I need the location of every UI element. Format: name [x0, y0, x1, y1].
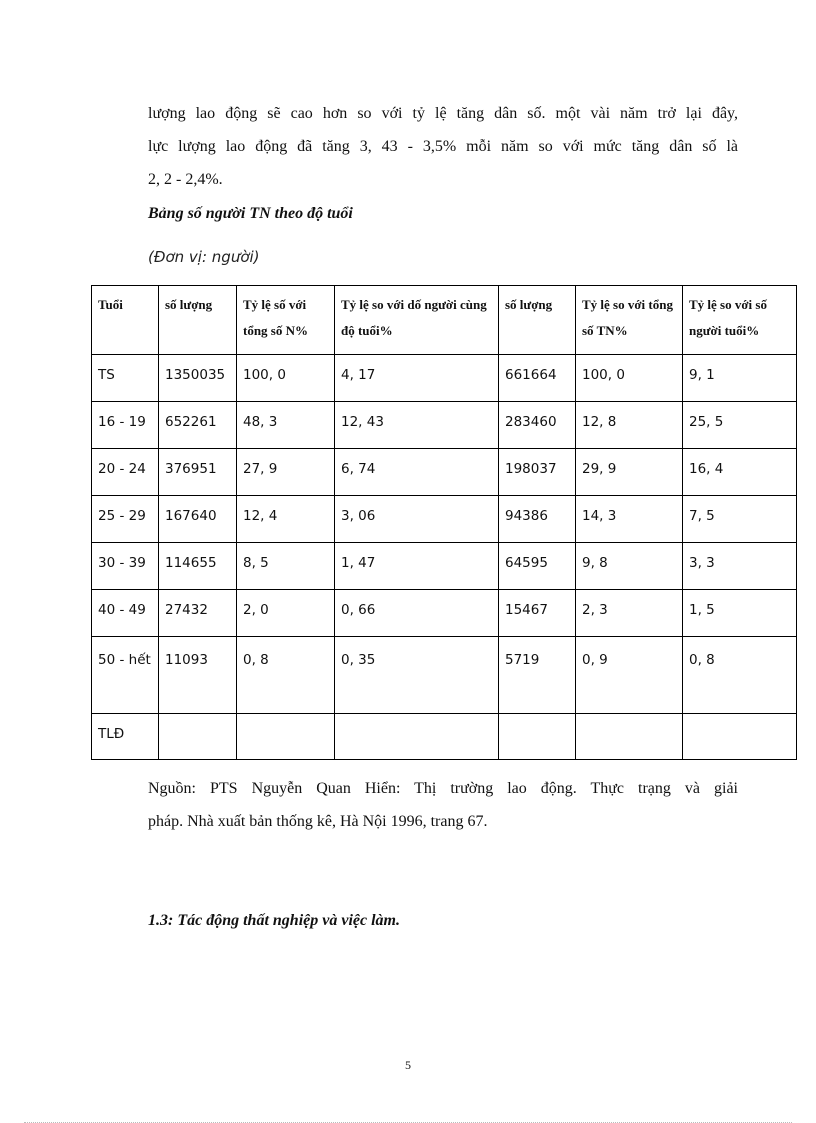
- cell: 167640: [159, 496, 237, 543]
- header-age: Tuổi: [92, 286, 159, 355]
- cell: 94386: [499, 496, 576, 543]
- cell: 4, 17: [335, 355, 499, 402]
- cell: 12, 43: [335, 402, 499, 449]
- cell: 5719: [499, 637, 576, 714]
- cell: 15467: [499, 590, 576, 637]
- table-row: [92, 543, 797, 590]
- page-number: 5: [405, 1058, 411, 1072]
- cell: TLĐ: [92, 714, 159, 760]
- cell: TS: [92, 355, 159, 402]
- cell: 50 - hết: [92, 637, 159, 714]
- cell: 376951: [159, 449, 237, 496]
- cell: 27432: [159, 590, 237, 637]
- cell: 661664: [499, 355, 576, 402]
- cell: 0, 8: [237, 637, 335, 714]
- header-ratio-same-age: Tỷ lệ so với dố người cùng độ tuổi%: [335, 286, 499, 355]
- cell: 100, 0: [237, 355, 335, 402]
- cell: [237, 714, 335, 760]
- header-count-unemployed: số lượng: [499, 286, 576, 355]
- cell: 0, 8: [683, 637, 797, 714]
- cell: 48, 3: [237, 402, 335, 449]
- cell: 198037: [499, 449, 576, 496]
- source-line: pháp. Nhà xuất bản thống kê, Hà Nội 1996, trang 67.: [148, 813, 488, 830]
- cell: 0, 35: [335, 637, 499, 714]
- table-row: [92, 590, 797, 637]
- cell: 3, 3: [683, 543, 797, 590]
- table-unit: (Đơn vị: người): [148, 248, 260, 266]
- intro-line: lượng lao động sẽ cao hơn so với tỷ lệ tăng dân số. một vài năm trở lại đây,: [148, 105, 738, 122]
- header-ratio-unemployed: Tỷ lệ so với tổng số TN%: [576, 286, 683, 355]
- table-row: [92, 402, 797, 449]
- section-heading: 1.3: Tác động thất nghiệp và việc làm.: [148, 912, 400, 929]
- cell: 100, 0: [576, 355, 683, 402]
- cell: 11093: [159, 637, 237, 714]
- cell: 27, 9: [237, 449, 335, 496]
- cell: 20 - 24: [92, 449, 159, 496]
- cell: 14, 3: [576, 496, 683, 543]
- cell: 0, 66: [335, 590, 499, 637]
- cell: 2, 3: [576, 590, 683, 637]
- intro-paragraph: [148, 97, 738, 196]
- cell: 0, 9: [576, 637, 683, 714]
- cell: 25 - 29: [92, 496, 159, 543]
- cell: 1350035: [159, 355, 237, 402]
- cell: 12, 4: [237, 496, 335, 543]
- cell: 652261: [159, 402, 237, 449]
- cell: 3, 06: [335, 496, 499, 543]
- cell: 25, 5: [683, 402, 797, 449]
- table-row: [92, 496, 797, 543]
- table-row: [92, 449, 797, 496]
- cell: 1, 47: [335, 543, 499, 590]
- cell: [683, 714, 797, 760]
- cell: 114655: [159, 543, 237, 590]
- unemployment-by-age-table: [91, 285, 797, 760]
- intro-line: lực lượng lao động đã tăng 3, 43 - 3,5% mỗi năm so với mức tăng dân số là: [148, 138, 738, 155]
- cell: 12, 8: [576, 402, 683, 449]
- cell: 16, 4: [683, 449, 797, 496]
- table-title: Bảng số người TN theo độ tuổi: [148, 205, 353, 222]
- cell: [335, 714, 499, 760]
- cell: 283460: [499, 402, 576, 449]
- header-count-total: số lượng: [159, 286, 237, 355]
- intro-line: 2, 2 - 2,4%.: [148, 171, 223, 188]
- table-row: [92, 355, 797, 402]
- cell: 30 - 39: [92, 543, 159, 590]
- cell: 64595: [499, 543, 576, 590]
- cell: [499, 714, 576, 760]
- cell: [576, 714, 683, 760]
- source-line: Nguồn: PTS Nguyễn Quan Hiển: Thị trường lao động. Thực trạng và giải: [148, 780, 738, 797]
- cell: [159, 714, 237, 760]
- table-header-row: [92, 286, 797, 355]
- cell: 9, 1: [683, 355, 797, 402]
- source-citation: [148, 772, 738, 838]
- header-ratio-total: Tỷ lệ số với tổng số N%: [237, 286, 335, 355]
- cell: 2, 0: [237, 590, 335, 637]
- cell: 1, 5: [683, 590, 797, 637]
- cell: 7, 5: [683, 496, 797, 543]
- cell: 9, 8: [576, 543, 683, 590]
- table-row: [92, 637, 797, 714]
- cell: 40 - 49: [92, 590, 159, 637]
- cell: 6, 74: [335, 449, 499, 496]
- cell: 16 - 19: [92, 402, 159, 449]
- header-ratio-age-population: Tỷ lệ so với số người tuổi%: [683, 286, 797, 355]
- table-row: [92, 714, 797, 760]
- cell: 29, 9: [576, 449, 683, 496]
- cell: 8, 5: [237, 543, 335, 590]
